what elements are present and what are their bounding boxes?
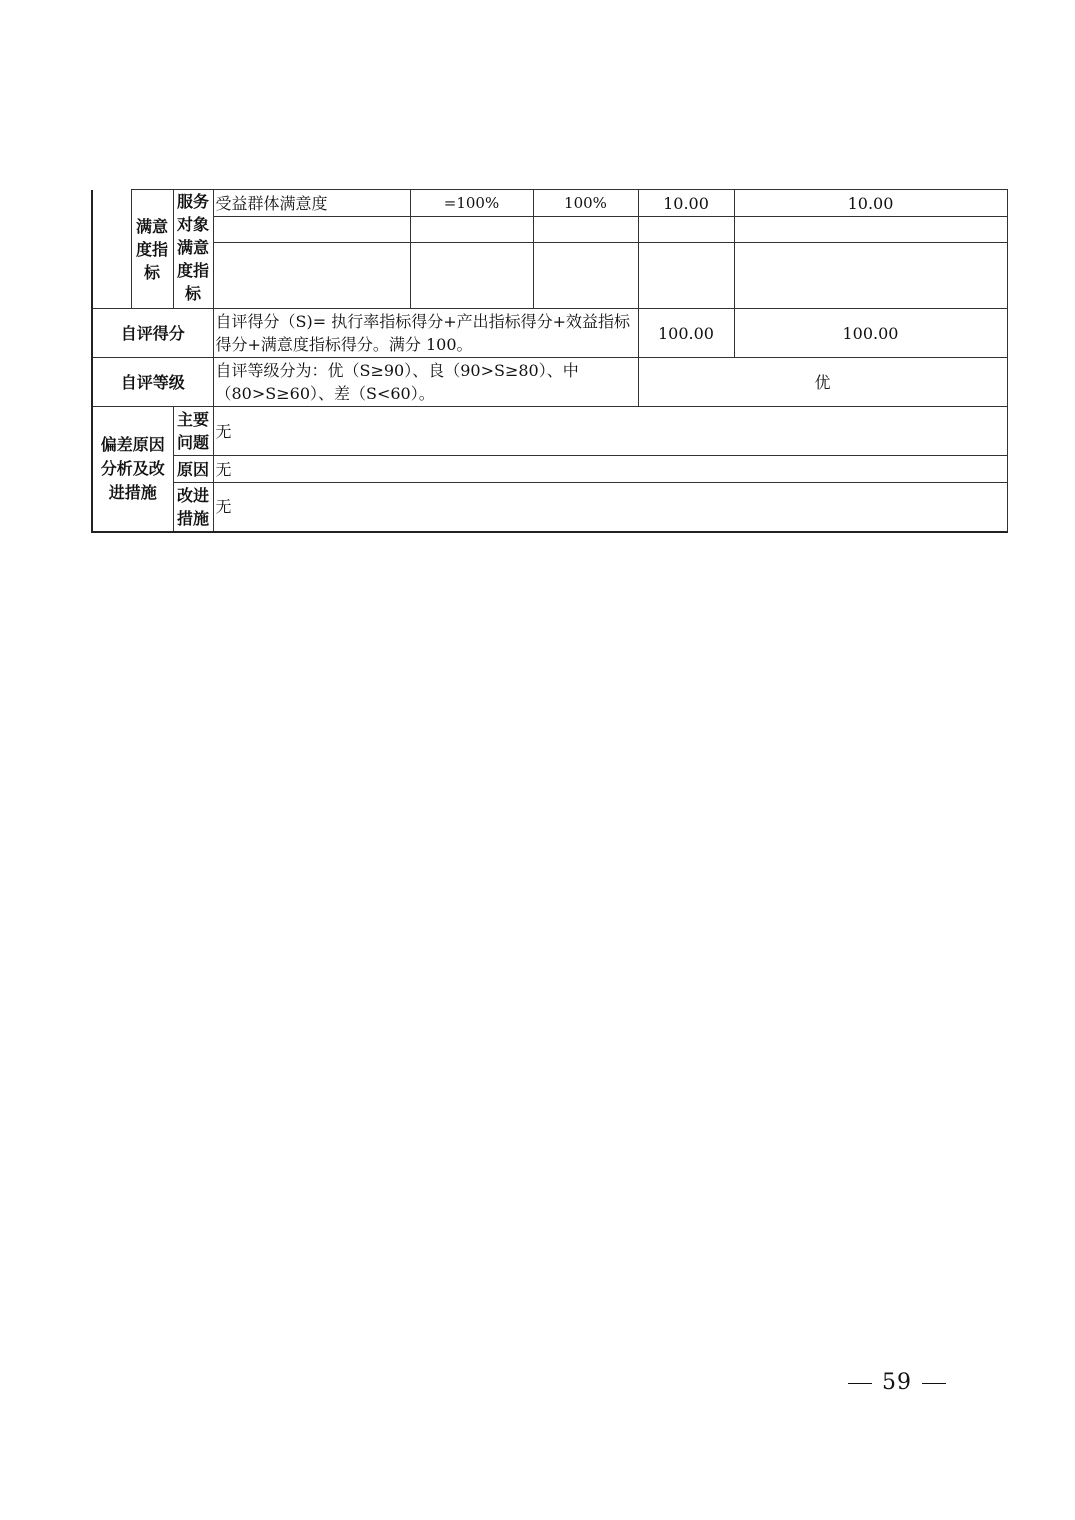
self-grade-label: 自评等级 [92,358,213,407]
dash-left [848,1383,872,1384]
improvement-value: 无 [213,483,1007,532]
target-value [410,243,533,309]
self-score-total: 100.00 [638,309,734,358]
table-row [92,358,1007,407]
indicator-name [213,243,410,309]
table-row [92,407,1007,456]
weight-value [638,217,734,243]
table-row [92,309,1007,358]
cause-value: 无 [213,456,1007,483]
actual-value [533,243,638,309]
page-number-text: 59 [882,1370,912,1395]
weight-value [638,243,734,309]
target-value: =100% [410,190,533,217]
main-problem-label: 主要问题 [173,407,213,456]
weight-value: 10.00 [638,190,734,217]
table-row [92,190,1007,217]
self-score-value: 100.00 [734,309,1007,358]
blank-left-cell [92,190,131,309]
self-score-description: 自评得分（S)= 执行率指标得分+产出指标得分+效益指标得分+满意度指标得分。满分 100。 [213,309,638,358]
target-value [410,217,533,243]
improvement-label: 改进措施 [173,483,213,532]
dash-right [922,1383,946,1384]
satisfaction-subcategory-label: 服务对象满意度指标 [173,190,213,309]
page-number [838,1370,956,1395]
table-row [92,243,1007,309]
actual-value [533,217,638,243]
score-value [734,217,1007,243]
satisfaction-category-label: 满意度指标 [131,190,173,309]
actual-value: 100% [533,190,638,217]
table-row [92,456,1007,483]
indicator-name [213,217,410,243]
table-row [92,217,1007,243]
score-value: 10.00 [734,190,1007,217]
main-problem-value: 无 [213,407,1007,456]
performance-evaluation-table [91,189,1008,533]
score-value [734,243,1007,309]
self-grade-description: 自评等级分为：优（S≥90）、良（90>S≥80）、中（80>S≥60）、差（S<60）。 [213,358,638,407]
self-grade-value: 优 [638,358,1007,407]
cause-label: 原因 [173,456,213,483]
self-score-label: 自评得分 [92,309,213,358]
deviation-label: 偏差原因分析及改进措施 [92,407,173,532]
table-row [92,483,1007,532]
indicator-name: 受益群体满意度 [213,190,410,217]
